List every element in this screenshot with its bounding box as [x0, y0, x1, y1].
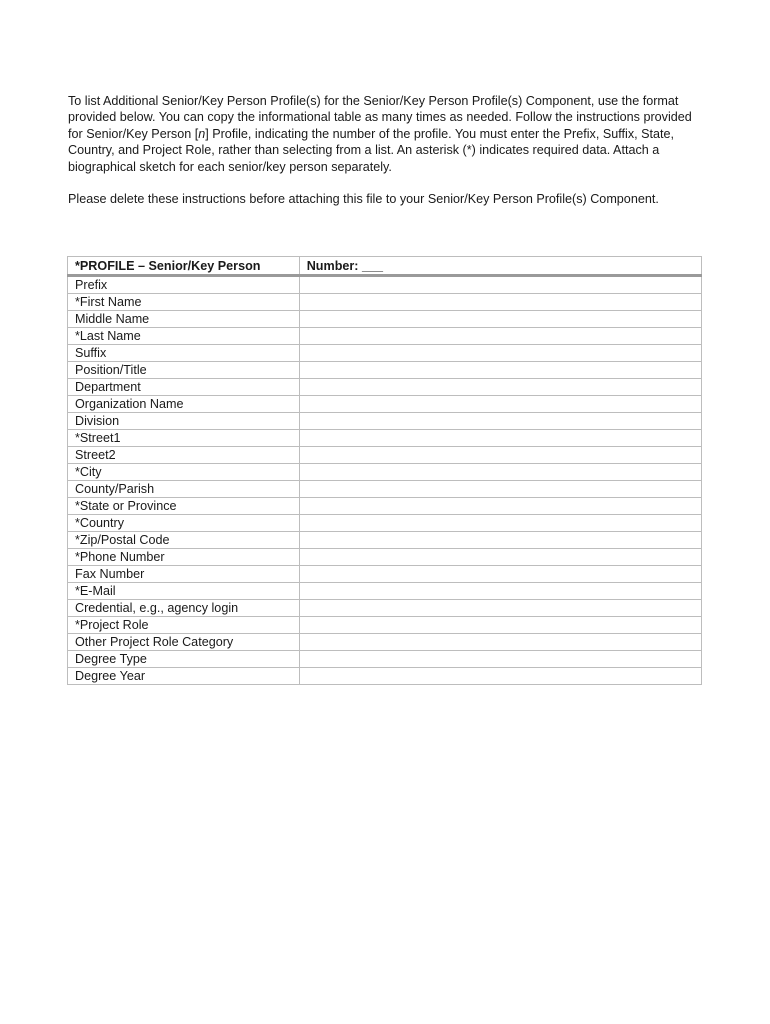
table-row — [68, 651, 702, 668]
field-label: Position/Title — [68, 362, 300, 379]
instructions-block — [68, 93, 708, 207]
field-value-cell[interactable] — [299, 532, 701, 549]
table-row — [68, 328, 702, 345]
field-label: *First Name — [68, 294, 300, 311]
table-row — [68, 634, 702, 651]
field-value-cell[interactable] — [299, 668, 701, 685]
field-label: Organization Name — [68, 396, 300, 413]
table-row — [68, 430, 702, 447]
instructions-paragraph-2: Please delete these instructions before attaching this file to your Senior/Key Person Profile(s) Component. — [68, 192, 659, 207]
field-value-cell[interactable] — [299, 464, 701, 481]
field-label: *Last Name — [68, 328, 300, 345]
table-row — [68, 549, 702, 566]
field-label: *City — [68, 464, 300, 481]
field-value-cell[interactable] — [299, 311, 701, 328]
field-value-cell[interactable] — [299, 447, 701, 464]
instructions-text-1a: To list Additional Senior/Key Person Profile(s) for the Senior/Key Person Profile(s) Component, use the format provided below. You can copy the informational table as many times as needed. Follow the instructions provided for Senior/Key Person [ — [68, 94, 692, 141]
field-value-cell[interactable] — [299, 362, 701, 379]
field-label: *E-Mail — [68, 583, 300, 600]
field-value-cell[interactable] — [299, 345, 701, 362]
field-value-cell[interactable] — [299, 294, 701, 311]
table-row — [68, 396, 702, 413]
field-value-cell[interactable] — [299, 396, 701, 413]
field-value-cell[interactable] — [299, 617, 701, 634]
table-row — [68, 311, 702, 328]
table-row — [68, 276, 702, 294]
table-row — [68, 379, 702, 396]
table-row — [68, 532, 702, 549]
table-row — [68, 600, 702, 617]
table-row — [68, 583, 702, 600]
field-label: Other Project Role Category — [68, 634, 300, 651]
instructions-paragraph-1 — [68, 93, 708, 175]
field-value-cell[interactable] — [299, 583, 701, 600]
field-value-cell[interactable] — [299, 481, 701, 498]
field-value-cell[interactable] — [299, 634, 701, 651]
field-label: Degree Year — [68, 668, 300, 685]
field-value-cell[interactable] — [299, 328, 701, 345]
field-label: Middle Name — [68, 311, 300, 328]
field-value-cell[interactable] — [299, 651, 701, 668]
table-row — [68, 498, 702, 515]
field-value-cell[interactable] — [299, 276, 701, 294]
table-row — [68, 294, 702, 311]
field-value-cell[interactable] — [299, 430, 701, 447]
table-row — [68, 413, 702, 430]
field-label: Department — [68, 379, 300, 396]
field-value-cell[interactable] — [299, 515, 701, 532]
field-value-cell[interactable] — [299, 379, 701, 396]
field-value-cell[interactable] — [299, 549, 701, 566]
table-row — [68, 345, 702, 362]
field-label: Suffix — [68, 345, 300, 362]
profile-header-label: *PROFILE – Senior/Key Person — [68, 257, 300, 276]
instructions-italic-n: n — [198, 126, 206, 141]
table-row — [68, 447, 702, 464]
field-label: *Project Role — [68, 617, 300, 634]
field-label: Degree Type — [68, 651, 300, 668]
profile-table — [67, 256, 702, 685]
field-value-cell[interactable] — [299, 600, 701, 617]
field-value-cell[interactable] — [299, 498, 701, 515]
field-label: *Zip/Postal Code — [68, 532, 300, 549]
field-value-cell[interactable] — [299, 413, 701, 430]
table-row — [68, 566, 702, 583]
table-row — [68, 464, 702, 481]
instructions-text-1b: ] Profile, indicating the number of the profile. You must enter the Prefix, Suffix, State, Country, and Project Role, rather than selecting from a list. An asterisk (*) indicates required data. Attach a biographical sketch for each senior/key person separately. — [68, 126, 675, 174]
field-label: Fax Number — [68, 566, 300, 583]
table-row — [68, 515, 702, 532]
field-label: *State or Province — [68, 498, 300, 515]
profile-table-body — [68, 276, 702, 685]
field-label: County/Parish — [68, 481, 300, 498]
field-label: Street2 — [68, 447, 300, 464]
table-header-row — [68, 257, 702, 276]
field-value-cell[interactable] — [299, 566, 701, 583]
field-label: Prefix — [68, 276, 300, 294]
field-label: Division — [68, 413, 300, 430]
table-row — [68, 617, 702, 634]
table-row — [68, 362, 702, 379]
table-row — [68, 668, 702, 685]
field-label: Credential, e.g., agency login — [68, 600, 300, 617]
field-label: *Street1 — [68, 430, 300, 447]
profile-number-label: Number: ___ — [299, 257, 701, 276]
field-label: *Phone Number — [68, 549, 300, 566]
field-label: *Country — [68, 515, 300, 532]
table-row — [68, 481, 702, 498]
